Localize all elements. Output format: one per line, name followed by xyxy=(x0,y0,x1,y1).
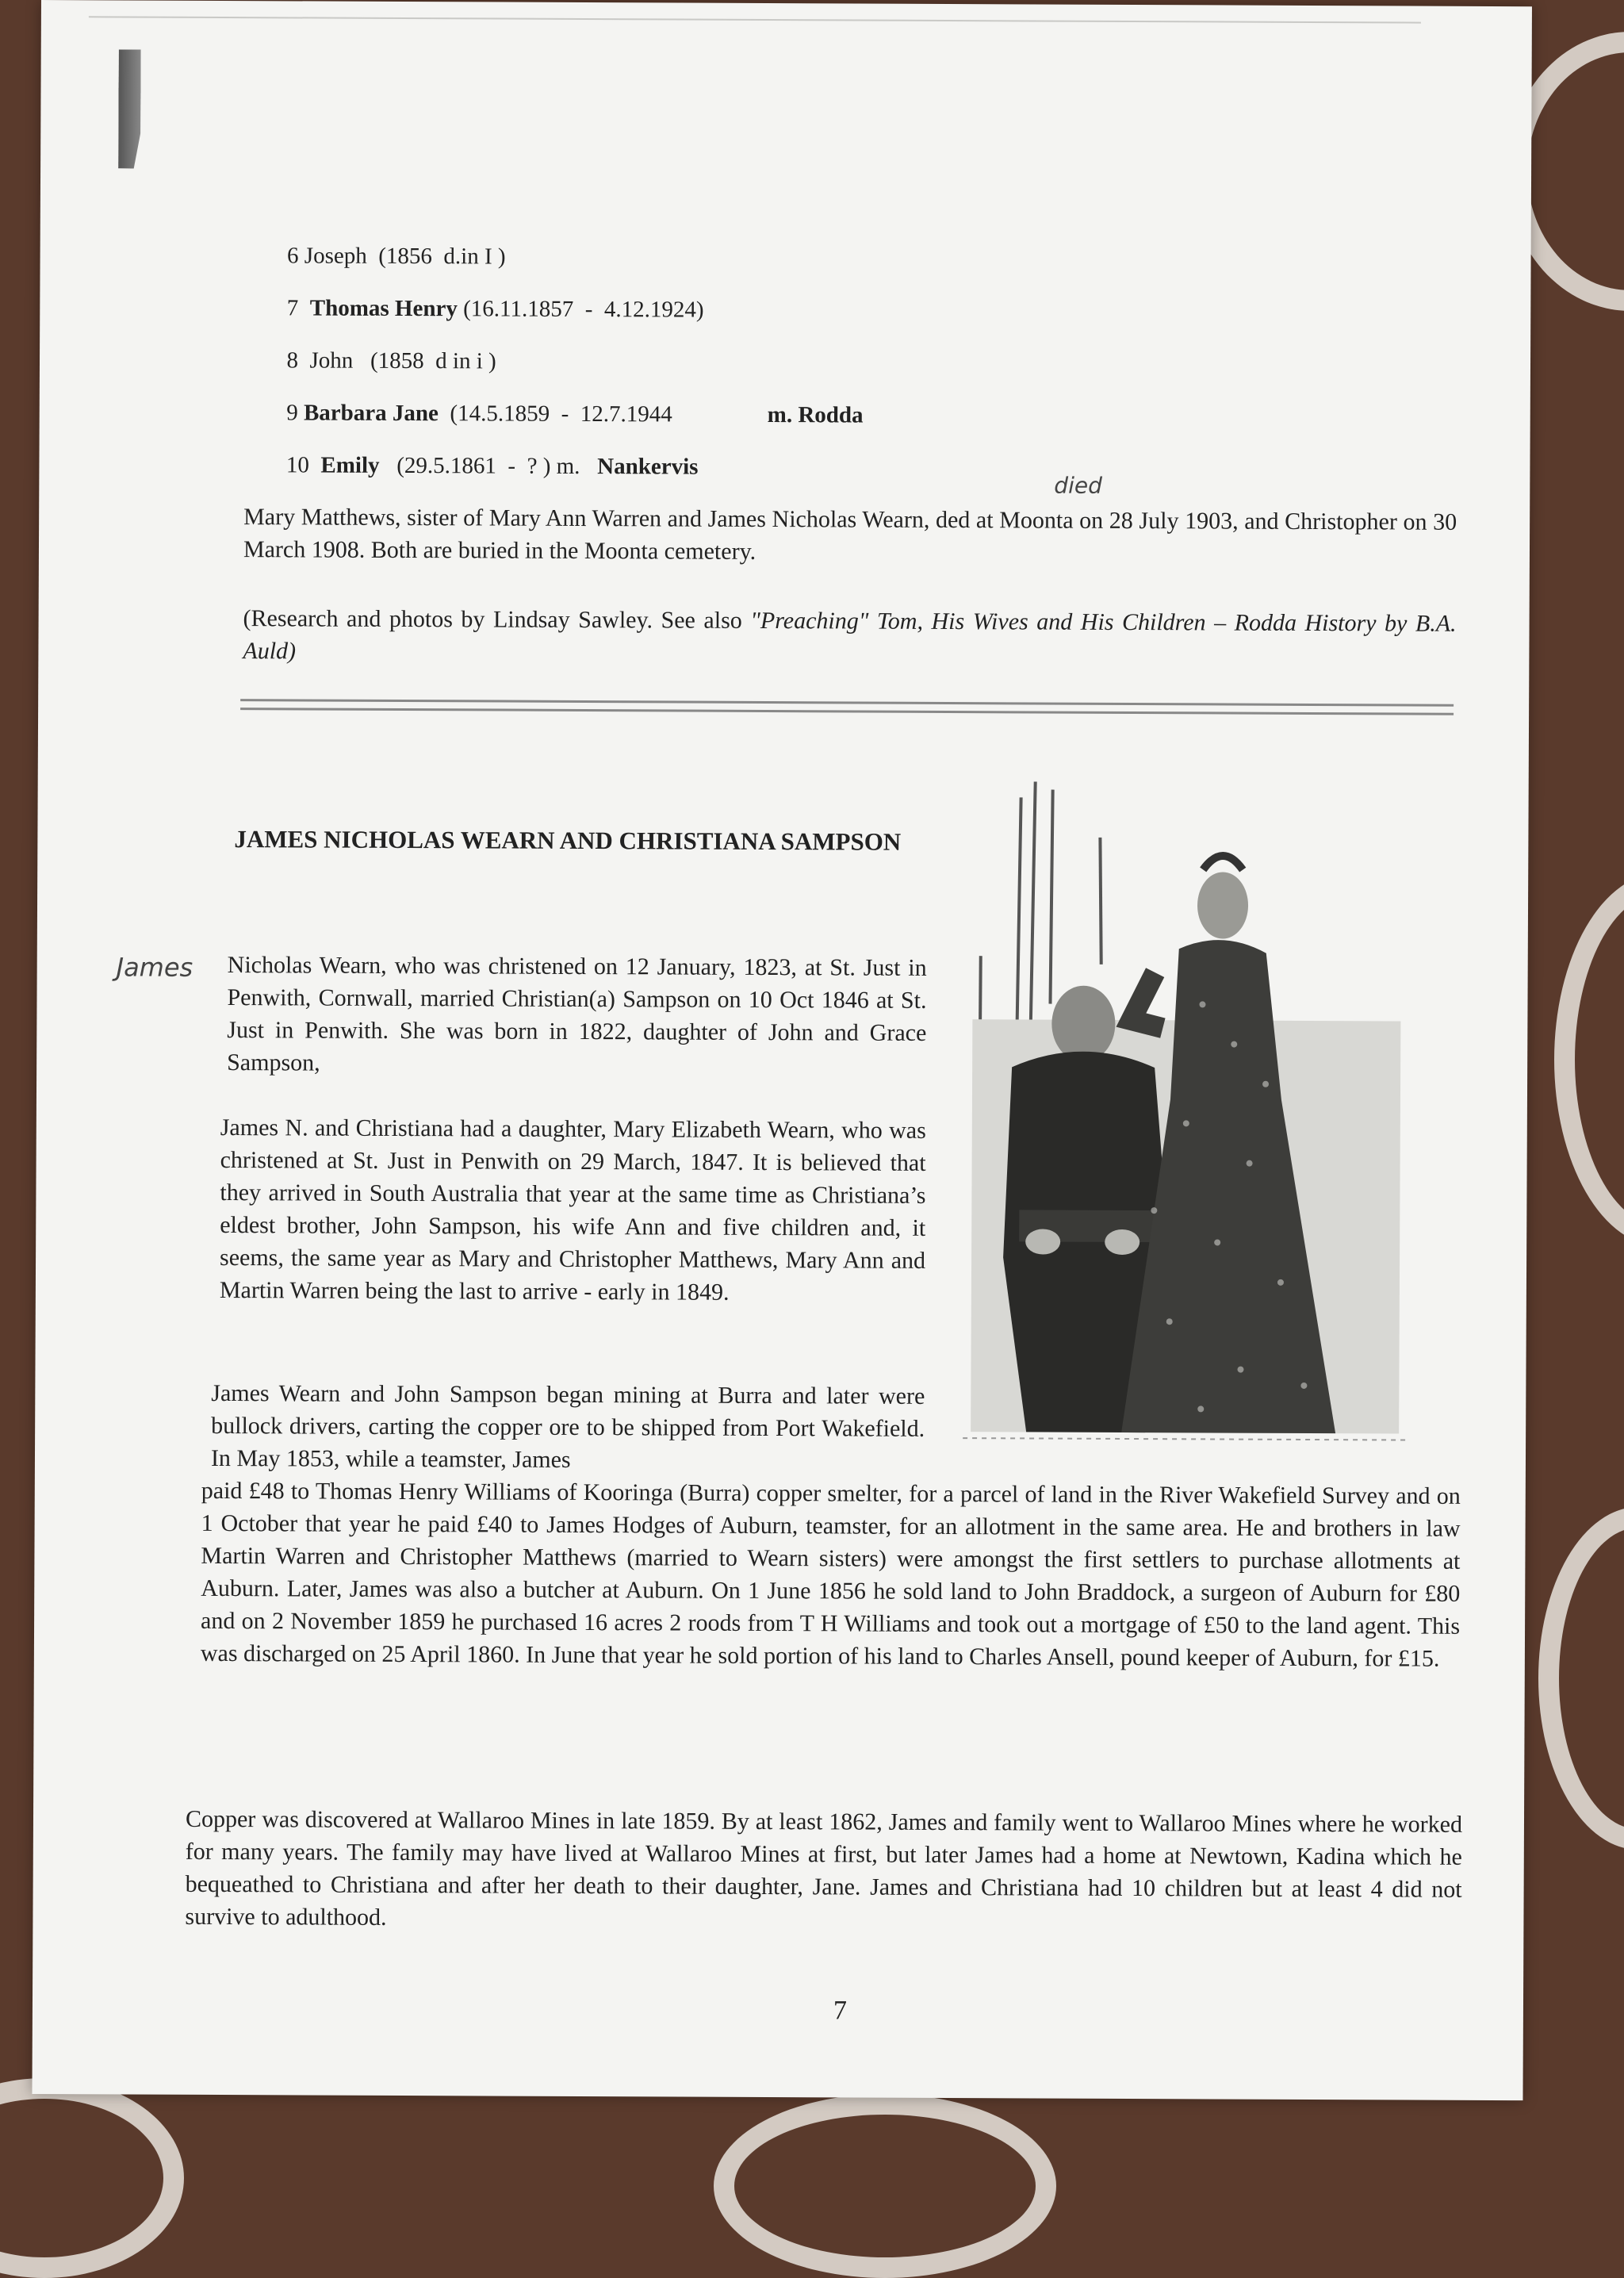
section-title: JAMES NICHOLAS WEARN AND CHRISTIANA SAMPSON xyxy=(234,825,902,856)
list-item: 9 Barbara Jane (14.5.1859 - 12.7.1944 m. Rodda xyxy=(286,400,864,428)
list-item: 10 Emily (29.5.1861 - ? ) m. Nankervis xyxy=(285,452,699,480)
couple-photograph xyxy=(963,765,1410,1449)
top-rule xyxy=(89,16,1421,23)
document-page xyxy=(32,0,1532,2100)
section-divider xyxy=(240,699,1454,715)
handwritten-margin-note: James xyxy=(116,952,193,983)
tablecloth-swirl xyxy=(0,2078,184,2278)
page-number: 7 xyxy=(833,1996,848,2026)
list-item: 6 Joseph (1856 d.in I ) xyxy=(287,243,506,270)
tablecloth-swirl xyxy=(1554,872,1624,1247)
matthews-note: Mary Matthews, sister of Mary Ann Warren and James Nicholas Wearn, ded at Moonta on 28 July 1903, and Christopher on 30 March 1908. Both are buried in the Moonta cemetery. xyxy=(243,504,1457,565)
children-list xyxy=(251,217,864,480)
list-item: 7 Thomas Henry (16.11.1857 - 4.12.1924) xyxy=(286,295,704,323)
list-item: 8 John (1858 d in i ) xyxy=(286,347,496,374)
paragraph-wallaroo: Copper was discovered at Wallaroo Mines in late 1859. By at least 1862, James and family went to Wallaroo Mines where he worked for many years. The family may have lived at Wallaroo Mines at first, but later James had a home at Newtown, Kadina which he bequeathed to Christiana and after her death to their daughter, Jane. James and Christiana had 10 children but at least 4 did not survive to adulthood. xyxy=(185,1805,1463,1931)
handwritten-correction: died xyxy=(1054,472,1102,499)
tablecloth-swirl xyxy=(1538,1507,1624,1850)
paragraph-christening: Nicholas Wearn, who was christened on 12 January, 1823, at St. Just in Penwith, Cornwall, married Christian(a) Sampson on 10 Oct 1846 at St. Just in Penwith. She was born in 1822, daughter of John and Grace Sampson, xyxy=(227,952,927,1076)
tablecloth-swirl xyxy=(714,2094,1056,2278)
paragraph-land-purchases: paid £48 to Thomas Henry Williams of Kooringa (Burra) copper smelter, for a parcel of land in the River Wakefield Survey and on 1 October that year he paid £40 to James Hodges of Auburn, teamster, for an allotment in the same area. He and brothers in law Martin Warren and Christopher Matthews (married to Wearn sisters) were amongst the first settlers to purchase allotments at Auburn. Later, James was also a butcher at Auburn. On 1 June 1856 he sold land to John Braddock, a surgeon of Auburn for £80 and on 2 November 1859 he purchased 16 acres 2 roods from T H Williams and took out a mortgage of £50 to the land agent. This was discharged on 25 April 1860. In June that year he sold portion of his land to Charles Ansell, pound keeper of Auburn, for £15. xyxy=(200,1477,1461,1672)
binder-clip-shadow xyxy=(118,49,141,168)
paragraph-mining-intro: James Wearn and John Sampson began mining at Burra and later were bullock drivers, carting the copper ore to be shipped from Port Wakefield. In May 1853, while a teamster, James xyxy=(210,1379,925,1473)
research-credit: (Research and photos by Lindsay Sawley. See also "Preaching" Tom, His Wives and His Children – Rodda History by B.A. Auld) xyxy=(243,605,1457,665)
paragraph-arrival: James N. and Christiana had a daughter, Mary Elizabeth Wearn, who was christened at St. Just in Penwith on 29 March, 1847. It is believed that they arrived in South Australia that year at the same time as Christiana’s eldest brother, John Sampson, his wife Ann and five children and, it seems, the same year as Mary and Christopher Matthews, Mary Ann and Martin Warren being the last to arrive - early in 1849. xyxy=(219,1114,926,1306)
